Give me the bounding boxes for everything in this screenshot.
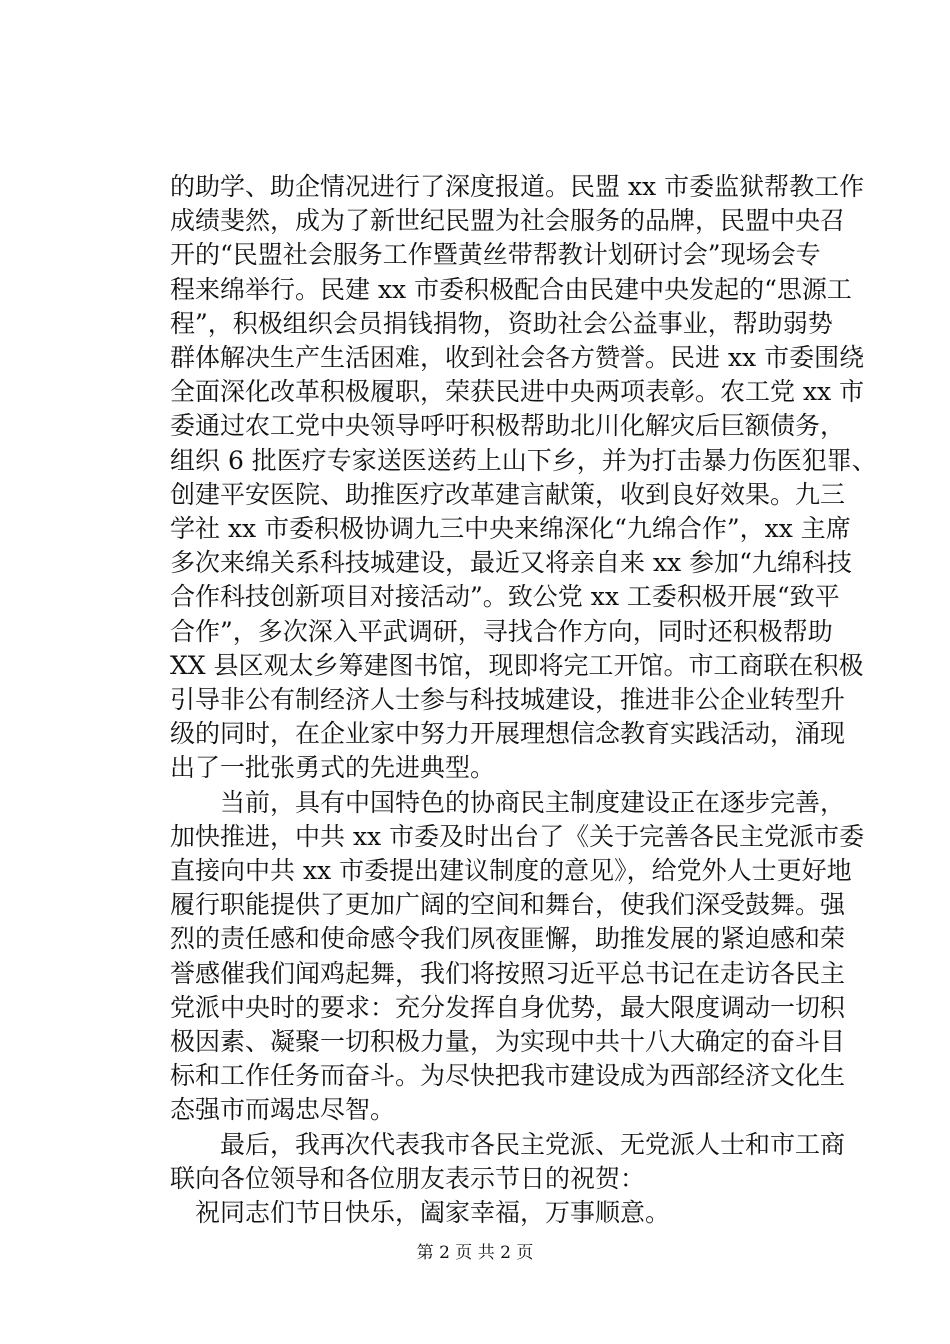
text-line: 的助学、助企情况进行了深度报道。民盟 xx 市委监狱帮教工作 <box>170 172 865 201</box>
text-line: 出了一批张勇式的先进典型。 <box>170 753 496 783</box>
text-line: 引导非公有制经济人士参与科技城建设，推进非公企业转型升 <box>170 685 846 715</box>
text-line: 祝同志们节日快乐，阖家幸福，万事顺意。 <box>170 1198 671 1228</box>
document-body <box>170 170 877 1230</box>
text-line: 最后，我再次代表我市各民主党派、无党派人士和市工商 <box>170 1129 846 1159</box>
text-line: 烈的责任感和使命感令我们夙夜匪懈，助推发展的紧迫感和荣 <box>170 924 846 954</box>
text-line: 履行职能提供了更加广阔的空间和舞台，使我们深受鼓舞。强 <box>170 890 846 920</box>
text-line: 委通过农工党中央领导呼吁积极帮助北川化解灾后巨额债务， <box>170 411 846 441</box>
text-line: 群体解决生产生活困难，收到社会各方赞誉。民进 xx 市委围绕 <box>170 343 865 373</box>
text-line: 加快推进，中共 xx 市委及时出台了《关于完善各民主党派市委 <box>170 821 865 851</box>
text-line: 创建平安医院、助推医疗改革建言献策，收到良好效果。九三 <box>170 479 846 509</box>
text-line: 标和工作任务而奋斗。为尽快把我市建设成为西部经济文化生 <box>170 1061 846 1091</box>
text-line: 组织 6 批医疗专家送医送药上山下乡，并为打击暴力伤医犯罪、 <box>170 445 877 475</box>
text-line: 开的“民盟社会服务工作暨黄丝带帮教计划研讨会”现场会专 <box>170 240 821 270</box>
text-line: 程来绵举行。民建 xx 市委积极配合由民建中央发起的“思源工 <box>170 274 852 304</box>
text-line: 誉感催我们闻鸡起舞，我们将按照习近平总书记在走访各民主 <box>170 958 846 988</box>
text-line: 学社 xx 市委积极协调九三中央来绵深化“九绵合作”，xx 主席 <box>170 514 851 544</box>
text-line: 成绩斐然，成为了新世纪民盟为社会服务的品牌，民盟中央召 <box>170 206 846 236</box>
text-line: 程”，积极组织会员捐钱捐物，资助社会公益事业，帮助弱势 <box>170 308 833 338</box>
page-footer <box>0 1242 950 1264</box>
page-number-label: 第 2 页 共 2 页 <box>416 1243 534 1263</box>
text-line: 联向各位领导和各位朋友表示节日的祝贺： <box>170 1163 646 1193</box>
text-line: 全面深化改革积极履职，荣获民进中央两项表彰。农工党 xx 市 <box>170 377 865 407</box>
text-line: 合作”，多次深入平武调研，寻找合作方向，同时还积极帮助 <box>170 616 833 646</box>
text-line: 极因素、凝聚一切积极力量，为实现中共十八大确定的奋斗目 <box>170 1027 846 1057</box>
text-line: 合作科技创新项目对接活动”。致公党 xx 工委积极开展“致平 <box>170 582 840 612</box>
text-line: 当前，具有中国特色的协商民主制度建设正在逐步完善， <box>170 787 846 817</box>
text-line: 党派中央时的要求：充分发挥自身优势，最大限度调动一切积 <box>170 992 846 1022</box>
text-line: 态强市而竭忠尽智。 <box>170 1095 396 1125</box>
text-line: 多次来绵关系科技城建设，最近又将亲自来 xx 参加“九绵科技 <box>170 548 852 578</box>
text-line: 级的同时，在企业家中努力开展理想信念教育实践活动，涌现 <box>170 719 846 749</box>
text-line: XX 县区观太乡筹建图书馆，现即将完工开馆。市工商联在积极 <box>170 650 864 680</box>
text-line: 直接向中共 xx 市委提出建议制度的意见》，给党外人士更好地 <box>170 856 852 886</box>
